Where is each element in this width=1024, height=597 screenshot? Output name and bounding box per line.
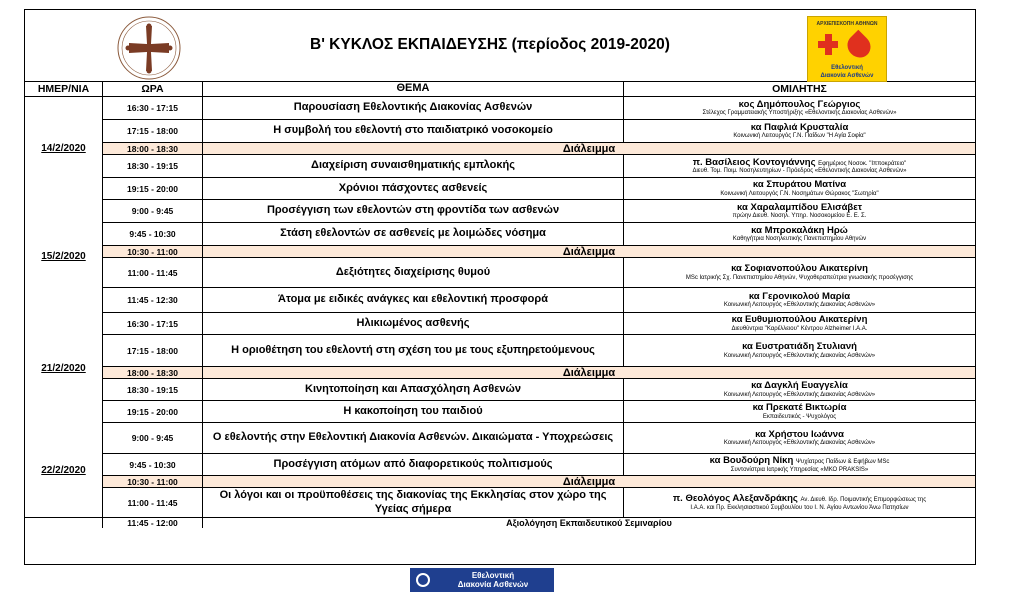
speaker-name-line bbox=[739, 99, 861, 110]
speaker-cell bbox=[624, 120, 975, 142]
speaker-title-inline: Εφημέριος Νοσοκ. "Ιπποκράτειο" bbox=[818, 160, 907, 167]
speaker-affiliation: Κοινωνική Λειτουργός «Εθελοντικής Διακονίας Ασθενών» bbox=[723, 391, 876, 398]
footer-logo-line-1: Εθελοντική bbox=[471, 571, 515, 580]
table-row bbox=[25, 288, 975, 313]
speaker-cell bbox=[624, 97, 975, 119]
topic-cell: Άτομα με ειδικές ανάγκες και εθελοντική προσφορά bbox=[203, 288, 624, 312]
speaker-affiliation: Συντονίστρια Ιατρικής Υπηρεσίας «ΜΚΟ PRAKSIS» bbox=[730, 466, 869, 473]
speaker-name: κα Πρεκατέ Βικτωρία bbox=[752, 402, 847, 414]
table-row bbox=[25, 313, 975, 335]
speaker-name: κος Δημόπουλος Γεώργιος bbox=[738, 98, 861, 110]
speaker-name: κα Γερονικολού Μαρία bbox=[748, 290, 851, 302]
speaker-name-line bbox=[742, 341, 857, 352]
time-cell: 19:15 - 20:00 bbox=[103, 178, 203, 199]
table-row bbox=[25, 423, 975, 454]
blood-drop-icon bbox=[843, 30, 876, 63]
speaker-cell bbox=[624, 155, 975, 177]
table-row bbox=[25, 223, 975, 246]
speaker-title-inline: Ψυχίατρος Παίδων & Εφήβων MSc bbox=[795, 459, 890, 466]
speaker-name-line bbox=[753, 179, 846, 190]
time-cell: 10:30 - 11:00 bbox=[103, 476, 203, 487]
topic-cell: Χρόνιοι πάσχοντες ασθενείς bbox=[203, 178, 624, 199]
table-row bbox=[25, 97, 975, 120]
time-cell: 18:30 - 19:15 bbox=[103, 379, 203, 400]
table-row bbox=[25, 335, 975, 367]
topic-cell: Στάση εθελοντών σε ασθενείς με λοιμώδες νόσημα bbox=[203, 223, 624, 245]
break-row bbox=[25, 143, 975, 155]
table-row bbox=[25, 488, 975, 518]
speaker-affiliation: Καθηγήτρια Νοσηλευτικής Πανεπιστημίου Αθηνών bbox=[732, 236, 867, 243]
break-label: Διάλειμμα bbox=[562, 367, 616, 378]
topic-cell: Παρουσίαση Εθελοντικής Διακονίας Ασθενών bbox=[203, 97, 624, 119]
speaker-affiliation: Κοινωνική Λειτουργός «Εθελοντικής Διακονίας Ασθενών» bbox=[723, 352, 876, 359]
speaker-cell bbox=[624, 313, 975, 334]
speaker-name: κα Σοφιανοπούλου Αικατερίνη bbox=[731, 263, 868, 275]
speaker-affiliation: Κοινωνική Λειτουργός «Εθελοντικής Διακονίας Ασθενών» bbox=[723, 302, 876, 309]
table-row bbox=[25, 178, 975, 200]
header-date: ΗΜΕΡ/ΝΙΑ bbox=[25, 82, 103, 96]
topic-cell: Κινητοποίηση και Απασχόληση Ασθενών bbox=[203, 379, 624, 400]
break-label: Διάλειμμα bbox=[562, 143, 616, 154]
logo-line-2: Διακονία Ασθενών bbox=[820, 73, 874, 79]
time-cell: 11:00 - 11:45 bbox=[103, 258, 203, 287]
volunteer-service-logo bbox=[807, 16, 887, 82]
speaker-name: κα Σπυράτου Ματίνα bbox=[752, 179, 847, 191]
speaker-name: π. Βασίλειος Κοντογιάννης bbox=[692, 156, 816, 168]
table-header-row bbox=[25, 82, 975, 97]
speaker-cell bbox=[624, 288, 975, 312]
time-cell: 9:00 - 9:45 bbox=[103, 200, 203, 222]
speaker-name-line bbox=[755, 429, 844, 440]
speaker-affiliation: Εκπαιδευτικός - Ψυχολόγος bbox=[762, 413, 837, 420]
time-cell: 17:15 - 18:00 bbox=[103, 335, 203, 366]
speaker-affiliation: Κοινωνική Λειτουργός Γ.Ν. Παίδων "Η Αγία Σοφία" bbox=[733, 133, 866, 140]
speaker-name: π. Θεολόγος Αλεξανδράκης bbox=[672, 493, 798, 505]
header bbox=[25, 10, 975, 82]
break-label: Διάλειμμα bbox=[562, 476, 616, 487]
time-cell: 9:00 - 9:45 bbox=[103, 423, 203, 453]
header-topic: ΘΕΜΑ bbox=[203, 82, 624, 96]
table-row bbox=[25, 379, 975, 401]
topic-cell: Η οριοθέτηση του εθελοντή στη σχέση του με τους εξυπηρετούμενους bbox=[203, 335, 624, 366]
speaker-name: κα Μπροκαλάκη Ηρώ bbox=[751, 224, 848, 236]
topic-cell: Δεξιότητες διαχείρισης θυμού bbox=[203, 258, 624, 287]
table-row bbox=[25, 200, 975, 223]
time-cell: 9:45 - 10:30 bbox=[103, 454, 203, 475]
date-label: 14/2/2020 bbox=[25, 97, 103, 201]
speaker-name-line bbox=[737, 202, 862, 213]
speaker-affiliation: MSc Ιατρικής Σχ. Πανεπιστημίου Αθηνών, Ψυχοθεραπεύτρια γνωσιακής προσέγγισης bbox=[685, 274, 914, 281]
speaker-name-line bbox=[753, 402, 847, 413]
table-row bbox=[25, 401, 975, 423]
people-circle-icon bbox=[416, 573, 430, 587]
time-cell: 11:00 - 11:45 bbox=[103, 488, 203, 517]
time-cell: 16:30 - 17:15 bbox=[103, 313, 203, 334]
closing-topic: Αξιολόγηση Εκπαιδευτικού Σεμιναρίου bbox=[506, 518, 672, 528]
speaker-affiliation: Κοινωνική Λειτουργός Γ.Ν. Νοσημάτων Θώρακος "Σωτηρία" bbox=[720, 190, 879, 197]
topic-cell: Η κακοποίηση του παιδιού bbox=[203, 401, 624, 422]
table-row bbox=[25, 120, 975, 143]
speaker-cell bbox=[624, 454, 975, 475]
speaker-name-line bbox=[673, 493, 926, 504]
table-row bbox=[25, 258, 975, 288]
topic-cell: Διαχείριση συναισθηματικής εμπλοκής bbox=[203, 155, 624, 177]
speaker-affiliation: Στέλεχος Γραμματειακής Υποστήριξης «Εθελοντικής Διακονίας Ασθενών» bbox=[702, 110, 897, 117]
footer-volunteer-logo bbox=[410, 568, 554, 592]
speaker-name-line bbox=[732, 314, 868, 325]
speaker-affiliation: Κοινωνική Λειτουργός «Εθελοντικής Διακονίας Ασθενών» bbox=[723, 440, 876, 447]
closing-row bbox=[25, 518, 975, 528]
logo-top-text: ΑΡΧΙΕΠΙΣΚΟΠΗ ΑΘΗΝΩΝ bbox=[816, 21, 878, 27]
speaker-name-line bbox=[751, 225, 848, 236]
footer-logo-line-2: Διακονία Ασθενών bbox=[457, 580, 529, 589]
speaker-cell bbox=[624, 335, 975, 366]
speaker-cell bbox=[624, 178, 975, 199]
speaker-cell bbox=[624, 200, 975, 222]
speaker-cell bbox=[624, 401, 975, 422]
speaker-name-line bbox=[749, 291, 850, 302]
break-row bbox=[25, 246, 975, 258]
topic-cell: Προσέγγιση ατόμων από διαφορετικούς πολιτισμούς bbox=[203, 454, 624, 475]
speaker-name-line bbox=[693, 157, 907, 168]
red-cross-icon-vertical bbox=[825, 34, 832, 55]
speaker-name: κα Βουδούρη Νίκη bbox=[709, 455, 794, 467]
header-speaker: ΟΜΙΛΗΤΗΣ bbox=[772, 82, 827, 95]
speaker-cell bbox=[624, 223, 975, 245]
speaker-cell bbox=[624, 423, 975, 453]
speaker-name-line bbox=[751, 122, 849, 133]
speaker-cell bbox=[624, 488, 975, 517]
time-cell: 19:15 - 20:00 bbox=[103, 401, 203, 422]
date-label: 21/2/2020 bbox=[25, 313, 103, 424]
break-label: Διάλειμμα bbox=[562, 246, 616, 257]
speaker-cell bbox=[624, 379, 975, 400]
header-time: ΩΡΑ bbox=[103, 82, 203, 96]
time-cell: 16:30 - 17:15 bbox=[103, 97, 203, 119]
break-row bbox=[25, 476, 975, 488]
speaker-name-line bbox=[710, 455, 890, 466]
speaker-title-inline: Αν. Διευθ. Ιδρ. Ποιμαντικής Επιμορφώσεως της bbox=[800, 497, 927, 504]
speaker-name: κα Παφλιά Κρυσταλία bbox=[750, 121, 849, 133]
speaker-affiliation: Ι.Α.Α. και Πρ. Εκκλησιαστικού Συμβουλίου του Ι. Ν. Αγίου Αντωνίου Άνω Πατησίων bbox=[690, 504, 909, 511]
speaker-affiliation: Διευθ. Τομ. Ποιμ. Νοσηλευτηρίων - Πρόεδρος «Εθελοντικής Διακονίας Ασθενών» bbox=[692, 168, 907, 175]
time-cell: 18:00 - 18:30 bbox=[103, 367, 203, 378]
topic-cell: Προσέγγιση των εθελοντών στη φροντίδα των ασθενών bbox=[203, 200, 624, 222]
speaker-name: κα Δαγκλή Ευαγγελία bbox=[751, 380, 848, 392]
time-cell: 18:30 - 19:15 bbox=[103, 155, 203, 177]
time-cell: 18:00 - 18:30 bbox=[103, 143, 203, 154]
topic-cell: Ηλικιωμένος ασθενής bbox=[203, 313, 624, 334]
date-cell bbox=[25, 518, 103, 528]
speaker-name: κα Ευστρατιάδη Στυλιανή bbox=[742, 341, 857, 353]
speaker-affiliation: πρώην Διευθ. Νοσηλ. Υπηρ. Νοσοκομείου Ε. Ε. Σ. bbox=[732, 213, 867, 220]
time-cell: 10:30 - 11:00 bbox=[103, 246, 203, 257]
speaker-name-line bbox=[731, 263, 868, 274]
speaker-affiliation: Διευθύντρια "Καρέλλειου" Κέντρου Alzheimer Ι.Α.Α. bbox=[731, 325, 868, 332]
time-cell: 17:15 - 18:00 bbox=[103, 120, 203, 142]
speaker-name: κα Ευθυμιοπούλου Αικατερίνη bbox=[731, 314, 868, 326]
schedule-frame bbox=[24, 9, 976, 565]
page-title: Β' ΚΥΚΛΟΣ ΕΚΠΑΙΔΕΥΣΗΣ (περίοδος 2019-2020) bbox=[310, 36, 670, 53]
date-label: 15/2/2020 bbox=[25, 200, 103, 314]
topic-cell: Η συμβολή του εθελοντή στο παιδιατρικό νοσοκομείο bbox=[203, 120, 624, 142]
table-row bbox=[25, 155, 975, 178]
speaker-name-line bbox=[751, 380, 848, 391]
time-cell: 9:45 - 10:30 bbox=[103, 223, 203, 245]
topic-cell: Ο εθελοντής στην Εθελοντική Διακονία Ασθενών. Δικαιώματα - Υποχρεώσεις bbox=[203, 423, 624, 453]
date-label: 22/2/2020 bbox=[25, 423, 103, 518]
break-row bbox=[25, 367, 975, 379]
speaker-name: κα Χρήστου Ιωάννα bbox=[755, 428, 844, 440]
archdiocese-seal-logo bbox=[111, 13, 187, 83]
time-cell: 11:45 - 12:00 bbox=[103, 518, 203, 528]
time-cell: 11:45 - 12:30 bbox=[103, 288, 203, 312]
speaker-cell bbox=[624, 258, 975, 287]
logo-line-1: Εθελοντική bbox=[831, 65, 863, 71]
topic-cell: Οι λόγοι και οι προϋποθέσεις της διακονίας της Εκκλησίας στον χώρο της Υγείας σήμερα bbox=[203, 488, 624, 517]
speaker-name: κα Χαραλαμπίδου Ελισάβετ bbox=[737, 201, 862, 213]
table-row bbox=[25, 454, 975, 476]
